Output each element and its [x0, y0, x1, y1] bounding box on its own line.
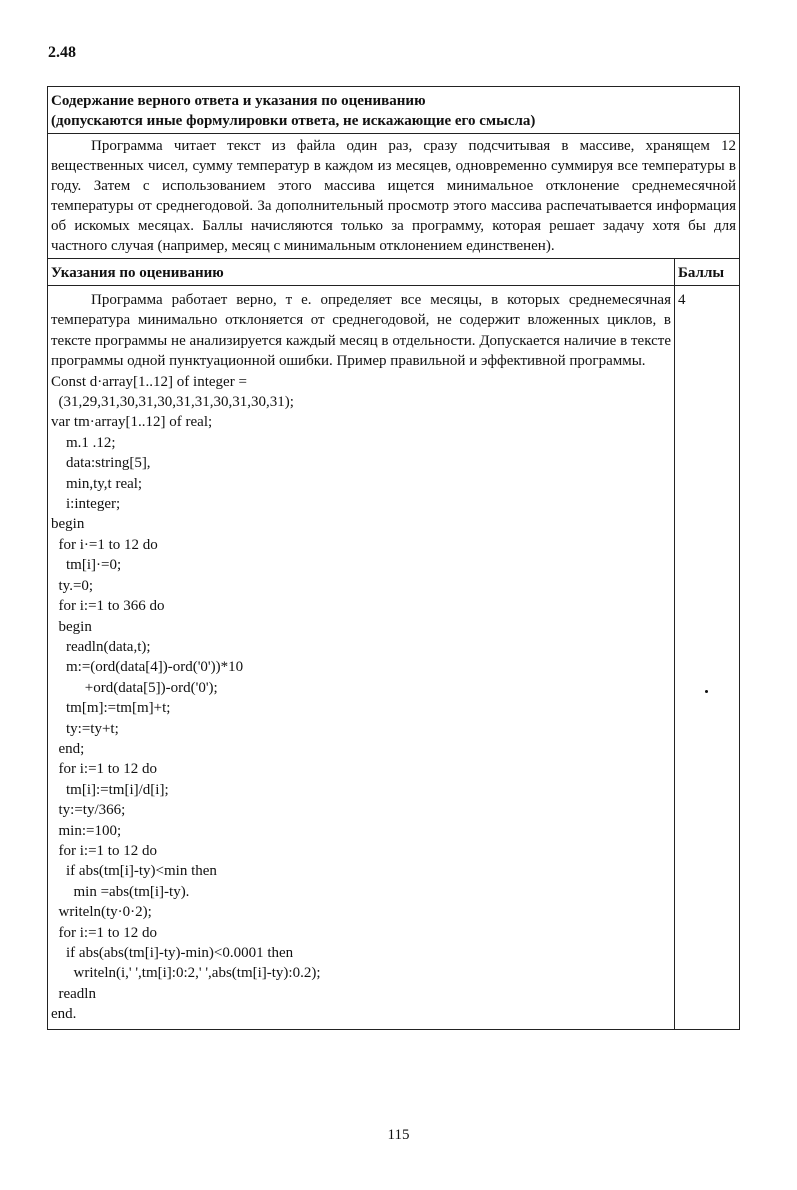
- code-line: begin: [51, 516, 85, 533]
- header-cell: [48, 87, 740, 134]
- header-line-2: (допускаются иные формулировки ответа, не искажающие его смысла): [51, 113, 536, 129]
- code-line: for i·=1 to 12 do: [51, 536, 158, 553]
- code-line: tm[i]·=0;: [51, 557, 122, 574]
- code-line: end.: [51, 1006, 77, 1023]
- code-line: ty:=ty+t;: [51, 720, 119, 737]
- description-text: Программа читает текст из файла один раз, сразу подсчитывая в массиве, хранящем 12 вещественных чисел, сумму температур в каждом из месяцев, одновременно суммируя все температуры в году. Затем с использованием этого массива ищется минимальное отклонение среднемесячной температуры от среднегодовой. За дополнительный просмотр этого массива распечатывается информация об искомых месяцах. Баллы начисляются только за программу, которая решает задачу хотя бы для частного случая (например, месяц с минимальным отклонением единственен).: [48, 134, 740, 259]
- code-line: min:=100;: [51, 822, 122, 839]
- code-line: +ord(data[5])-ord('0');: [51, 679, 218, 696]
- code-line: m.1 .12;: [51, 434, 116, 451]
- code-line: for i:=1 to 12 do: [51, 761, 157, 778]
- code-line: ty.=0;: [51, 577, 94, 594]
- code-line: i:integer;: [51, 496, 121, 513]
- code-line: begin: [51, 618, 92, 635]
- code-line: for i:=1 to 12 do: [51, 924, 157, 941]
- code-line: ty:=ty/366;: [51, 802, 126, 819]
- code-line: end;: [51, 740, 85, 757]
- criterion-text: Программа работает верно, т е. определяет все месяцы, в которых среднемесячная температура минимально отклоняется от среднегодовой, не содержит вложенных циклов, в тексте программы не анализируется каждый месяц в отдельности. Допускается наличие в тексте программы одной пунктуационной ошибки. Пример правильной и эффективной программы.: [51, 292, 671, 370]
- code-line: if abs(tm[i]-ty)<min then: [51, 863, 217, 880]
- code-line: (31,29,31,30,31,30,31,31,30,31,30,31);: [51, 394, 294, 411]
- description-row: [48, 134, 740, 259]
- col-points-header: Баллы: [675, 259, 740, 286]
- section-number: 2.48: [48, 44, 76, 61]
- header-line-1: Содержание верного ответа и указания по оцениванию: [51, 93, 426, 109]
- code-line: data:string[5],: [51, 455, 151, 472]
- code-line: Const d·array[1..12] of integer =: [51, 373, 247, 390]
- code-line: writeln(i,' ',tm[i]:0:2,' ',abs(tm[i]-ty):0.2);: [51, 965, 321, 982]
- code-line: for i:=1 to 366 do: [51, 598, 165, 615]
- grading-body-row: [48, 286, 740, 1030]
- header-row: [48, 87, 740, 134]
- code-line: min =abs(tm[i]-ty).: [51, 883, 190, 900]
- code-line: if abs(abs(tm[i]-ty)-min)<0.0001 then: [51, 945, 294, 961]
- grading-body-cell: [48, 286, 675, 1030]
- stray-mark: [705, 690, 708, 693]
- points-value: 4: [675, 286, 740, 1030]
- code-line: min,ty,t real;: [51, 475, 143, 492]
- code-line: for i:=1 to 12 do: [51, 842, 157, 859]
- code-line: readln: [51, 985, 96, 1002]
- code-line: m:=(ord(data[4])-ord('0'))*10: [51, 659, 244, 676]
- col-instructions-header: Указания по оцениванию: [48, 259, 675, 286]
- page-number: 115: [387, 1127, 410, 1143]
- code-line: readln(data,t);: [51, 638, 151, 655]
- code-line: tm[i]:=tm[i]/d[i];: [51, 781, 169, 798]
- code-line: writeln(ty·0·2);: [51, 904, 152, 921]
- code-line: tm[m]:=tm[m]+t;: [51, 700, 171, 717]
- grading-header-row: [48, 259, 740, 286]
- code-listing: [51, 372, 671, 1025]
- answer-table: [47, 86, 740, 1030]
- code-line: var tm·array[1..12] of real;: [51, 414, 213, 431]
